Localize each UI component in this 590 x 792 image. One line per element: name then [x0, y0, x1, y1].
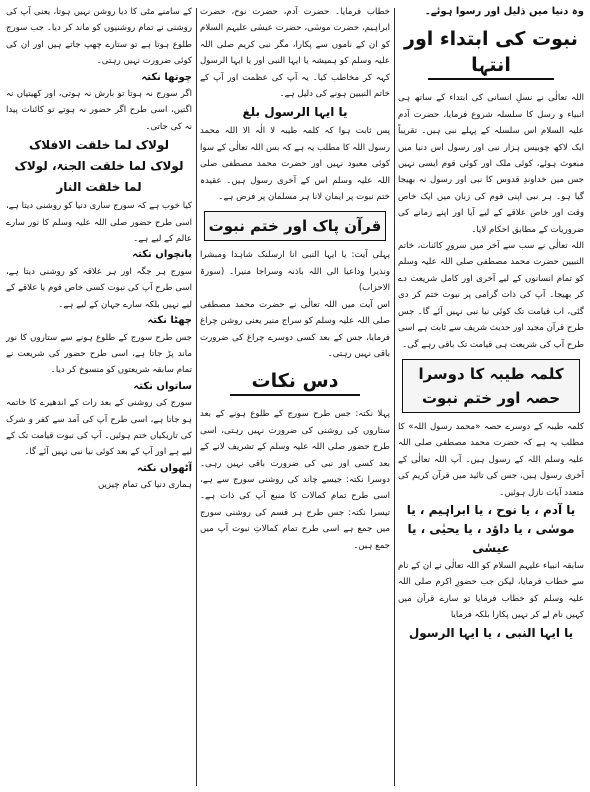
section-heading: نبوت کی ابتداء اور انتہا	[404, 28, 578, 77]
section-heading: دس نکات	[251, 370, 339, 393]
paragraph: پس ثابت ہوا کہ کلمہ طیبہ لا الٰہ الا اللہ محمد رسول اللہ کا مطلب یہ ہے کہ بس اللہ تعالٰی کے سوا کوئی معبود نہیں اور حضرت محمد مصطفی صلی اللہ علیہ وسلم اس کے آخری رسول ہیں۔ عقیدہ ختم نبوت پر ایمان لانا ہر مسلمان پر فرض ہے۔	[200, 126, 390, 203]
paragraph: خطاب فرمایا۔ حضرت آدم، حضرت نوح، حضرت ابراہیم، حضرت موسٰی، حضرت عیسٰی علیہم السلام کو ان کے ناموں سے پکارا، مگر نبی کریم صلی اللہ علیہ وسلم کو ہمیشہ یا ایہا النبی اور یا ایہا الرسول کہہ کر مخاطب کیا۔ یہ آپ کی عظمت اور آپ کے خاتم النبیین ہونے کی دلیل ہے۔	[200, 7, 390, 100]
paragraph: جس طرح سورج کے طلوع ہونے سے ستاروں کا نور ماند پڑ جاتا ہے، اسی طرح حضور کی شریعت نے تمام سابقہ شریعتوں کو منسوخ کر دیا۔	[6, 332, 192, 376]
point-heading: آٹھواں نکتہ	[136, 462, 192, 474]
point-heading: ساتواں نکتہ	[133, 380, 192, 392]
paragraph: سورج ہر جگہ اور ہر علاقہ کو روشنی دیتا ہے، اسی طرح آپ کی نبوت کسی خاص قوم یا علاقے کے لیے نہیں بلکہ سارے جہان کے لیے ہے۔	[6, 266, 192, 310]
column-left	[6, 4, 192, 788]
paragraph: کلمہ طیبہ کے دوسرے حصہ «محمد رسول اللہ» کا مطلب یہ ہے کہ حضرت محمد مصطفی صلی اللہ علیہ وسلم اللہ کے رسول ہیں۔ آپ اللہ تعالٰی کے آخری رسول ہیں، جس کی تائید میں قرآن کریم کی متعدد آیات نازل ہوئیں۔	[398, 421, 584, 498]
point-heading: چوتھا نکتہ	[141, 71, 192, 83]
paragraph: اگر سورج نہ ہوتا تو بارش نہ ہوتی، اور کھیتیاں نہ اگتیں، اسی طرح اگر حضور نہ ہوتے تو کائنات پیدا نہ کی جاتی۔	[6, 89, 192, 132]
column-rule	[394, 8, 395, 786]
paragraph: سابقہ انبیاء علیہم السلام کو اللہ تعالٰی نے ان کے نام سے خطاب فرمایا، لیکن جب حضورِ اکرم صلی اللہ علیہ وسلم کو خطاب فرمایا تو سارے قرآن میں کہیں نام لے کر نہیں پکارا بلکہ فرمایا	[398, 560, 584, 621]
arabic-verse: یا ایہا الرسول بلغ	[242, 105, 348, 120]
paragraph: پہلی آیت: یا ایہا النبی انا ارسلنک شاہدا ومبشرا ونذیرا وداعیا الی اللہ باذنہ وسراجا منیرا۔ (سورۃ الاحزاب)	[200, 250, 390, 294]
paragraph: اللہ تعالٰی نے نسلِ انسانی کی ابتداء کے ساتھ ہی انبیاء و رسل کا سلسلہ شروع فرمایا، حضرت آدم علیہ السلام اس سلسلہ کے پہلے نبی ہیں۔ تقریباً ایک لاکھ چوبیس ہزار نبی اور رسول اس دنیا میں مبعوث ہوئے، کوئی ملک اور کوئی قوم ایسی نہیں جس میں خداوندِ قدوس کا نبی اور رسول نہ بھیجا گیا ہو۔ ہر نبی اپنی قوم کی زبان میں ایک خاص وقت اور خاص علاقے کے لیے آیا اور اپنے زمانے کی ضروریات کے مطابق احکام لایا۔	[398, 93, 584, 235]
last-line: یا ایہا النبی ، یا ایہا الرسول	[408, 625, 574, 640]
banner-heading: کلمہ طیبہ کا دوسرا حصہ اور ختم نبوت	[402, 359, 580, 413]
paragraph: اللہ تعالٰی نے سب سے آخر میں سرورِ کائنات، خاتم النبیین حضرت محمد مصطفی صلی اللہ علیہ وسلم کو تمام انسانوں کے لیے آخری اور کامل شریعت دے کر بھیجا۔ آپ کی ذات گرامی پر نبوت ختم کر دی گئی، اب قیامت تک کوئی نیا نبی نہیں آئے گا۔ جس طرح قرآن مجید اور حدیث شریف سے ثابت ہے اسی طرح آپ کی شریعت ہی قیامت تک باقی رہے گی۔	[398, 241, 584, 350]
point-heading: پانچواں نکتہ	[132, 249, 192, 261]
arabic-line: لولاک لما خلقت الافلاک	[28, 138, 170, 153]
arabic-line: لما خلقت النار	[56, 180, 142, 195]
paragraph: سورج کی روشنی کے بعد رات کے اندھیرے کا خاتمہ ہو جاتا ہے، اسی طرح آپ کی آمد سے کفر و شرک کی تاریکیاں ختم ہوئیں۔ آپ کی نبوت قیامت تک کے لیے ہے اور آپ کے بعد کوئی نیا نبی نہیں آئے گا۔	[6, 398, 192, 458]
heading-box	[398, 24, 584, 84]
column-middle	[200, 4, 390, 788]
column-right	[398, 4, 584, 788]
paragraph: ہماری دنیا کی تمام چیزیں	[98, 480, 192, 491]
heading-underline	[428, 78, 554, 80]
paragraph: کے سامنے مٹی کا دیا روشن نہیں ہوتا، یعنی آپ کی روشنی نے تمام روشنیوں کو ماند کر دیا۔ جب سورج طلوع ہوتا ہے تو ستارے چھپ جاتے ہیں اور ان کی کوئی ضرورت نہیں رہتی۔	[6, 7, 192, 67]
names-line: یا آدم ، یا نوح ، یا ابراہیم ، یا موسٰی ، یا داؤد ، یا یحیٰی ، یا عیسٰی	[406, 502, 576, 555]
paragraph: پہلا نکتہ: جس طرح سورج کے طلوع ہونے کے بعد ستاروں کی روشنی کی ضرورت نہیں رہتی، اسی طرح حضور صلی اللہ علیہ وسلم کے تشریف لانے کے بعد کسی اور نبی کی ضرورت باقی نہیں رہی۔ دوسرا نکتہ: جیسے چاند کی روشنی سورج سے ہے، اسی طرح تمام کمالات کا منبع آپ کی ذات ہے۔ تیسرا نکتہ: جس طرح ہر قسم کی روشنی سورج میں جمع ہے اسی طرح تمام کمالاتِ نبوت آپ میں جمع ہیں۔	[200, 409, 390, 551]
top-line: وہ دنیا میں ذلیل اور رسوا ہوئے۔	[424, 6, 584, 17]
point-heading: چھٹا نکتہ	[147, 315, 192, 327]
paragraph: کیا خوب ہے کہ سورج ساری دنیا کو روشنی دیتا ہے، اسی طرح حضور صلی اللہ علیہ وسلم کا نور سارے عالم کے لیے ہے۔	[6, 201, 192, 245]
arabic-line: لولاک لما خلقت الجنۃ، لولاک	[14, 159, 184, 174]
heading-underline	[230, 394, 360, 396]
paragraph: اس آیت میں اللہ تعالٰی نے حضرت محمد مصطفی صلی اللہ علیہ وسلم کو سراج منیر یعنی روشن چراغ فرمایا، جس کے بعد کسی دوسرے چراغ کی ضرورت باقی نہیں رہتی۔	[200, 299, 390, 359]
heading-box	[200, 366, 390, 400]
column-rule	[196, 8, 197, 786]
banner-heading: قرآن پاک اور ختم نبوت	[204, 211, 386, 241]
